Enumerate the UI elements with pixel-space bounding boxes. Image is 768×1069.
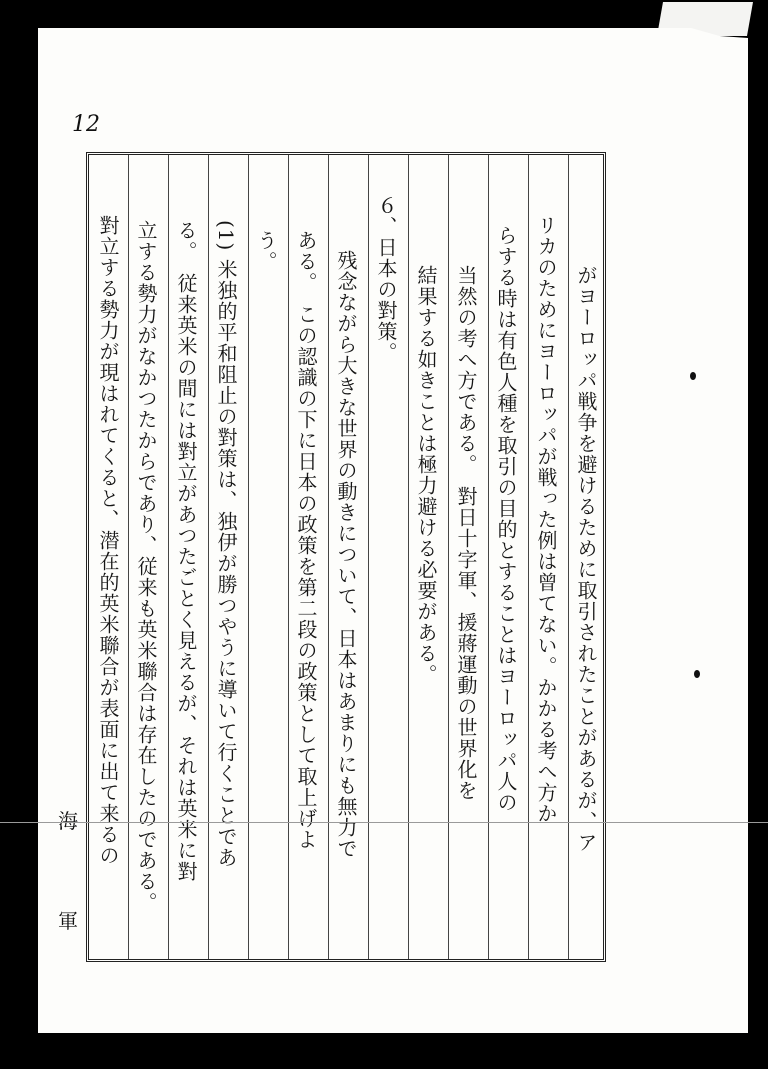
text-column: リカのためにヨーロッパが戦った例は曾てない。かかる考へ方か — [534, 215, 558, 824]
text-column: ある。 この認識の下に日本の政策を第二段の政策として取上げよ — [294, 230, 318, 850]
section-heading: ６、日本の對策。 — [374, 195, 398, 363]
ink-speck — [690, 372, 696, 380]
ink-speck — [694, 670, 700, 678]
margin-label: 海 — [58, 809, 78, 833]
manuscript-grid — [86, 152, 606, 962]
text-column: 当然の考へ方である。 對日十字軍、援蔣運動の世界化を — [454, 265, 478, 801]
column-rule — [248, 155, 249, 959]
text-column: る。 従来英米の間には對立があつたごとく見えるが、それは英米に對 — [174, 220, 198, 882]
fold-line — [0, 822, 768, 823]
text-column: う。 — [254, 230, 278, 272]
text-column: 立する勢力がなかつたからであり、従来も英米聯合は存在したのである。 — [134, 220, 158, 913]
text-column: 結果する如きことは極力避ける必要がある。 — [414, 265, 438, 685]
text-column: 對立する勢力が現はれてくると、潜在的英米聯合が表面に出て来るの — [96, 215, 120, 866]
margin-label: 軍 — [58, 909, 78, 933]
text-column: がヨーロッパ戦争を避けるために取引されたことがあるが、ア — [574, 265, 598, 853]
text-column: 残念ながら大きな世界の動きについて、日本はあまりにも無力で — [334, 250, 358, 859]
text-column: (1) 米独的平和阻止の對策は、独伊が勝つやうに導いて行くことであ — [214, 220, 238, 868]
text-column: らする時は有色人種を取引の目的とすることはヨーロッパ人の — [494, 225, 518, 813]
page-number: 12 — [72, 112, 100, 137]
